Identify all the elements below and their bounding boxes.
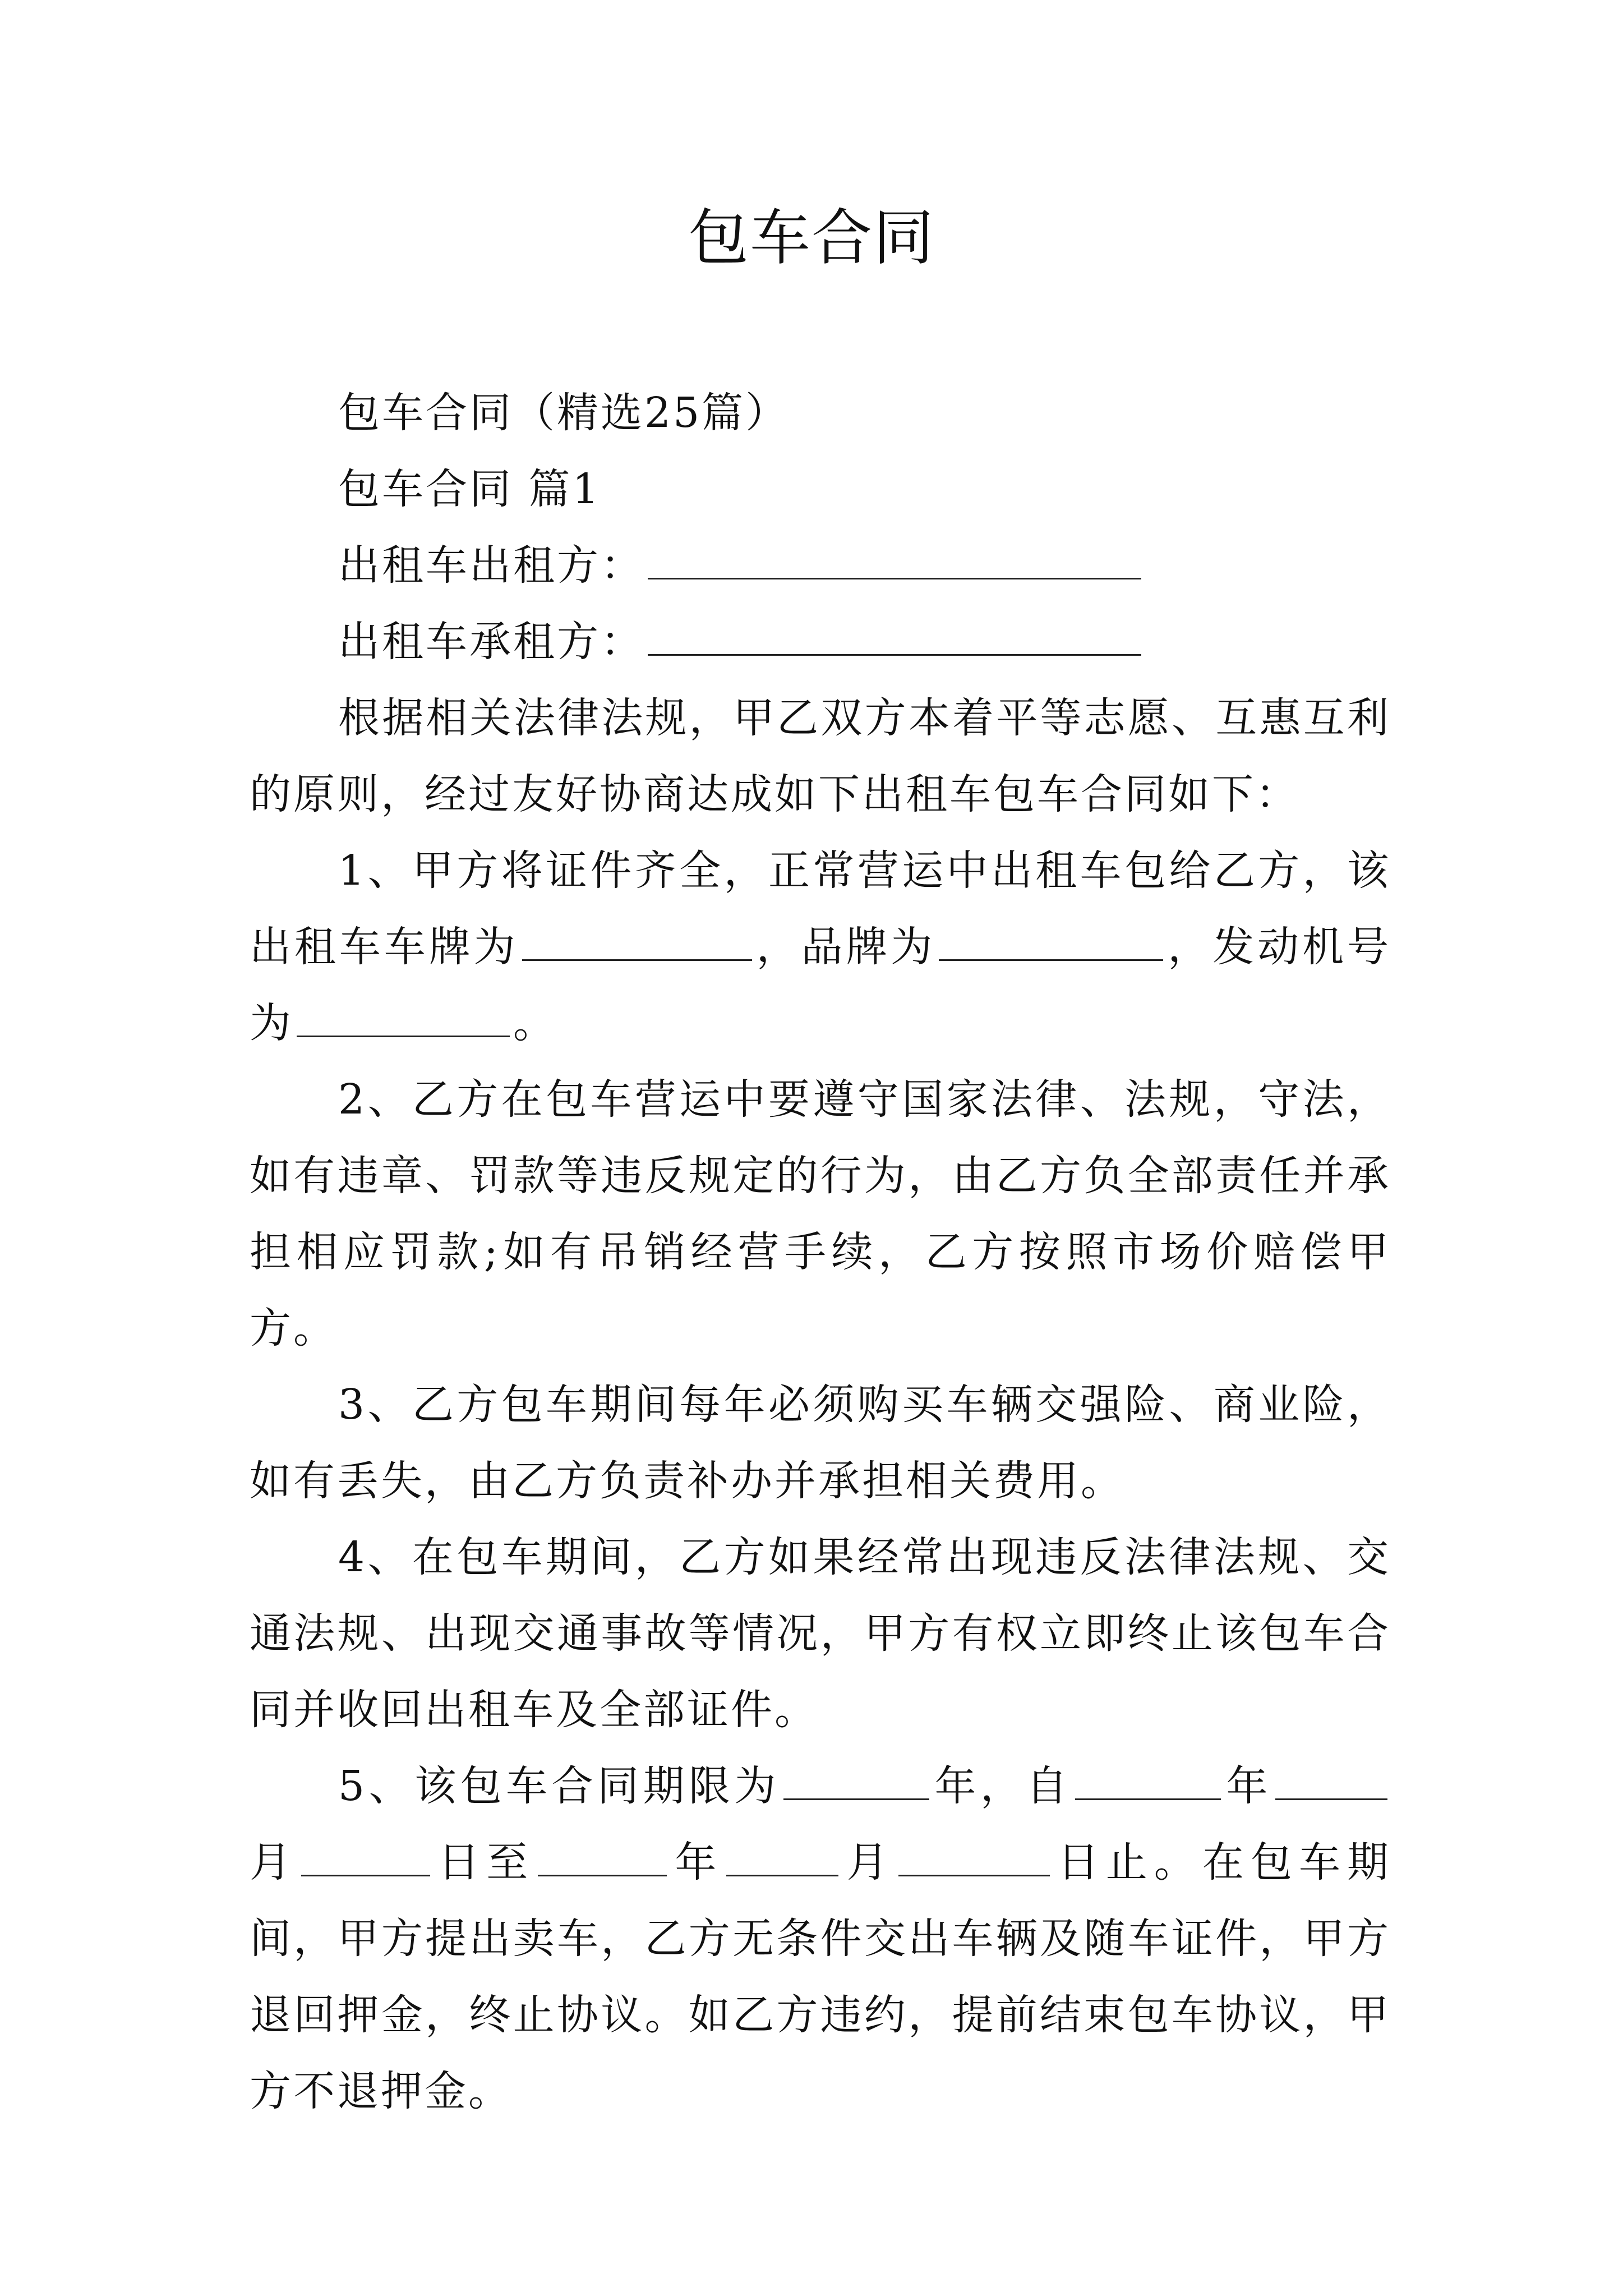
clause-5-text-a: 5、该包车合同期限为 [338,1762,781,1810]
clause-1 [250,832,1391,1061]
clause-5-text-e: 日至 [434,1838,535,1887]
clause-5-text-b: 年，自 [933,1762,1072,1810]
document-title: 包车合同 [688,203,935,273]
engine-number-blank [297,1001,510,1037]
clause-5-text-h: 日止。在包车期间，甲方提出卖车，乙方无条件交出车辆及随车证件，甲方退回押金，终止协议。如乙方违约，提前结束包车协议，甲方不退押金。 [250,1838,1391,2115]
clause-1-text-b: ，品牌为 [755,923,936,971]
lessee-label: 出租车承租方： [338,618,644,666]
intro-paragraph: 根据相关法律法规，甲乙双方本着平等志愿、互惠互利的原则，经过友好协商达成如下出租车包车合同如下： [250,694,1391,818]
end-year-blank [538,1840,667,1876]
clause-1-text-d: 。 [513,999,557,1047]
lessor-line [250,527,1391,604]
plate-number-blank [522,924,752,961]
start-day-blank [301,1840,430,1876]
end-month-blank [726,1840,838,1876]
clause-5-text-c: 年 [1224,1762,1272,1810]
clause-5-text-f: 年 [670,1838,723,1887]
lessee-line [250,604,1391,680]
start-month-blank [1275,1764,1387,1800]
document-subtitle: 包车合同（精选25篇） [338,389,790,437]
clause-1-text-c: ，发动机号为 [250,923,1391,1047]
lessor-label: 出租车出租方： [338,541,644,590]
brand-blank [939,924,1163,961]
clause-4: 4、在包车期间，乙方如果经常出现违反法律法规、交通法规、出现交通事故等情况，甲方有权立即终止该包车合同并收回出租车及全部证件。 [250,1533,1391,1734]
clause-1-text-a: 1、甲方将证件齐全，正常营运中出租车包给乙方，该出租车车牌为 [250,846,1391,971]
clause-5-text-g: 月 [842,1838,895,1887]
clause-2: 2、乙方在包车营运中要遵守国家法律、法规，守法，如有违章、罚款等违反规定的行为，由乙方负全部责任并承担相应罚款;如有吊销经营手续，乙方按照市场价赔偿甲方。 [250,1075,1391,1352]
clause-3: 3、乙方包车期间每年必须购买车辆交强险、商业险，如有丢失，由乙方负责补办并承担相关费用。 [250,1381,1391,1505]
term-years-blank [783,1764,929,1800]
clause-5 [250,1748,1391,2129]
lessee-blank [648,619,1141,656]
document-body [250,375,1391,2129]
section-heading: 包车合同 篇1 [338,465,601,513]
clause-5-text-d: 月 [250,1838,298,1887]
start-year-blank [1075,1764,1221,1800]
end-day-blank [898,1840,1050,1876]
lessor-blank [648,543,1141,579]
